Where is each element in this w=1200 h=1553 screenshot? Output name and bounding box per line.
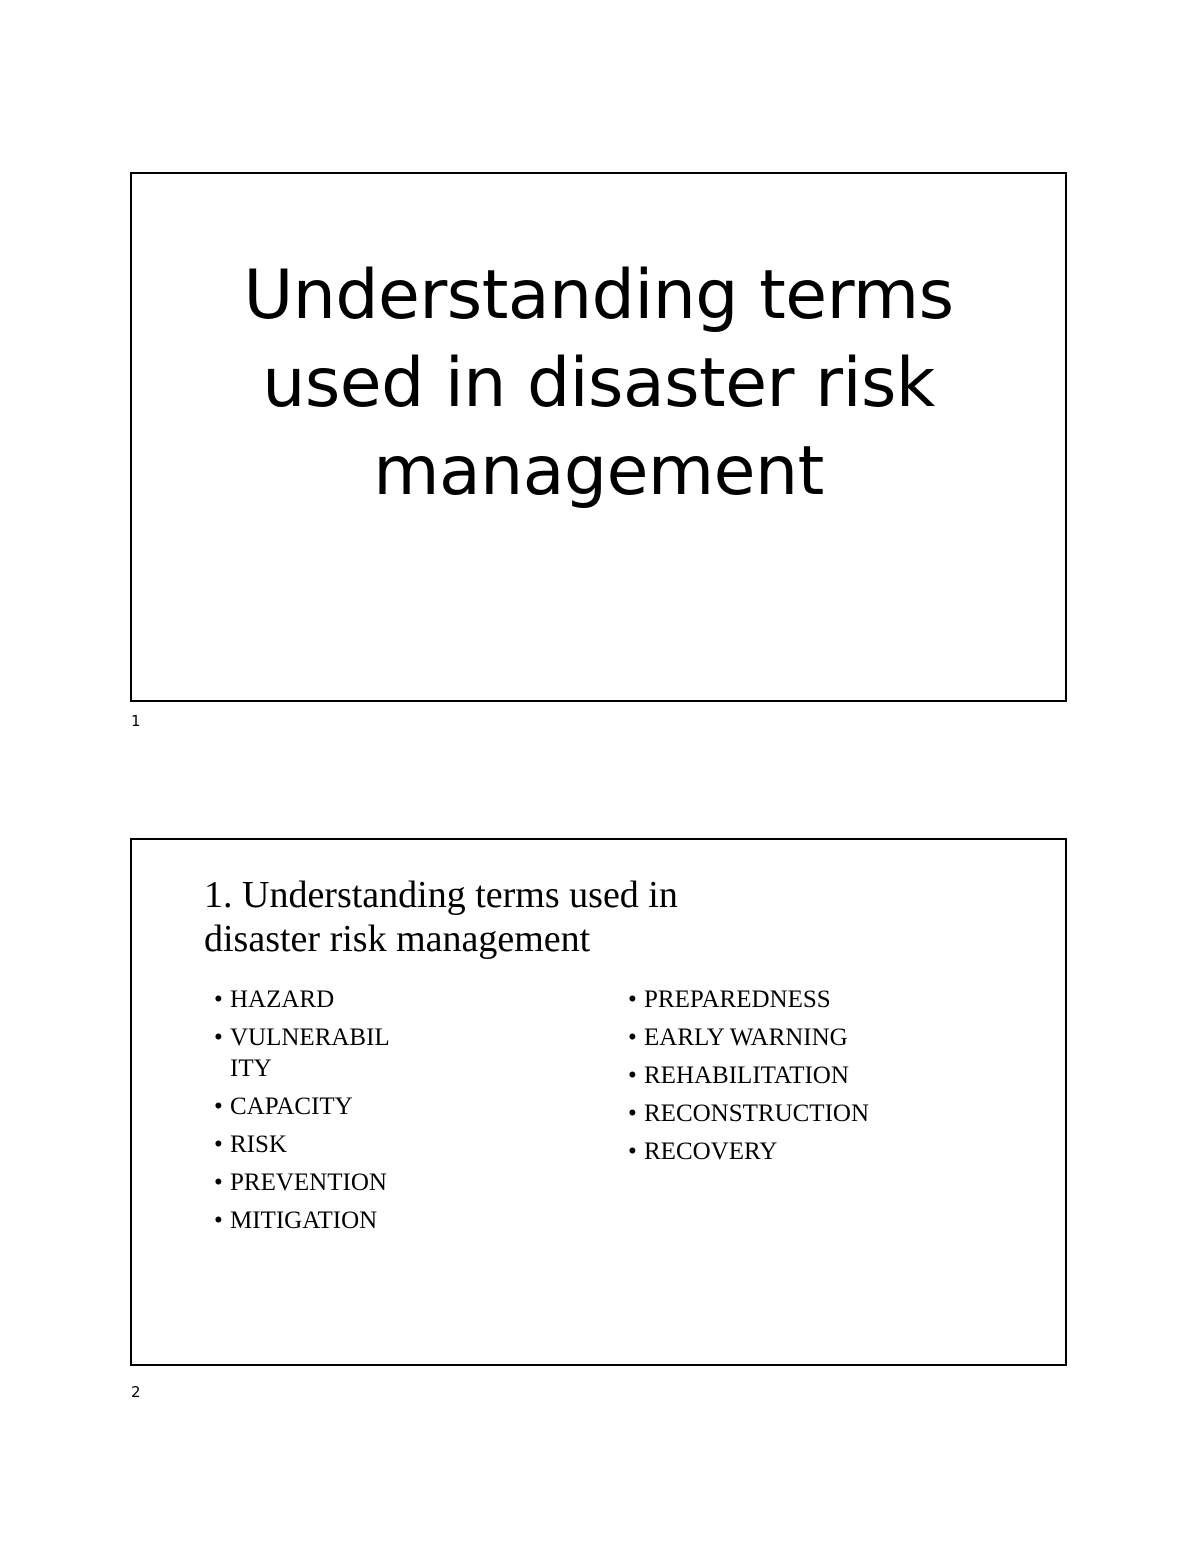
bullet-item [628, 1022, 928, 1053]
bullet-item [214, 1091, 414, 1122]
bullet-item [214, 1022, 414, 1084]
bullet-icon: • [214, 986, 223, 1013]
slide-2 [130, 838, 1067, 1366]
slide-2-title [204, 873, 678, 961]
bullet-icon: • [214, 1131, 223, 1158]
bullet-text: MITIGATION [230, 1207, 378, 1234]
bullet-text: PREVENTION [230, 1169, 387, 1196]
slide-1-title [132, 252, 1065, 516]
slide-1-title-line: Understanding terms [243, 256, 954, 335]
slide-2-title-line: disaster risk management [204, 918, 591, 960]
slide-1-title-line: management [373, 432, 824, 511]
bullet-text: EARLY WARNING [644, 1024, 848, 1051]
bullet-text: VULNERABIL ITY [230, 1024, 390, 1082]
bullet-icon: • [214, 1169, 223, 1196]
bullet-icon: • [628, 1062, 637, 1089]
bullet-item [214, 1167, 414, 1198]
bullet-list-left [214, 984, 414, 1243]
slide-2-title-line: 1. Understanding terms used in [204, 874, 678, 916]
bullet-icon: • [214, 1093, 223, 1120]
bullet-icon: • [628, 1100, 637, 1127]
bullet-icon: • [214, 1024, 223, 1051]
bullet-icon: • [628, 986, 637, 1013]
bullet-icon: • [628, 1024, 637, 1051]
bullet-item [214, 984, 414, 1015]
bullet-item [214, 1129, 414, 1160]
bullet-item [628, 984, 928, 1015]
bullet-item [214, 1205, 414, 1236]
bullet-text: RECONSTRUCTION [644, 1100, 870, 1127]
bullet-item [628, 1136, 928, 1167]
slide-1 [130, 172, 1067, 702]
bullet-text: CAPACITY [230, 1093, 353, 1120]
bullet-icon: • [628, 1138, 637, 1165]
slide-1-title-line: used in disaster risk [262, 344, 935, 423]
bullet-item [628, 1098, 928, 1129]
bullet-item [628, 1060, 928, 1091]
bullet-text: HAZARD [230, 986, 335, 1013]
bullet-text: PREPAREDNESS [644, 986, 831, 1013]
bullet-text: RISK [230, 1131, 287, 1158]
slide-1-number: 1 [131, 712, 141, 730]
slide-2-number: 2 [131, 1383, 141, 1401]
bullet-icon: • [214, 1207, 223, 1234]
bullet-text: RECOVERY [644, 1138, 778, 1165]
bullet-list-right [628, 984, 928, 1174]
bullet-text: REHABILITATION [644, 1062, 849, 1089]
